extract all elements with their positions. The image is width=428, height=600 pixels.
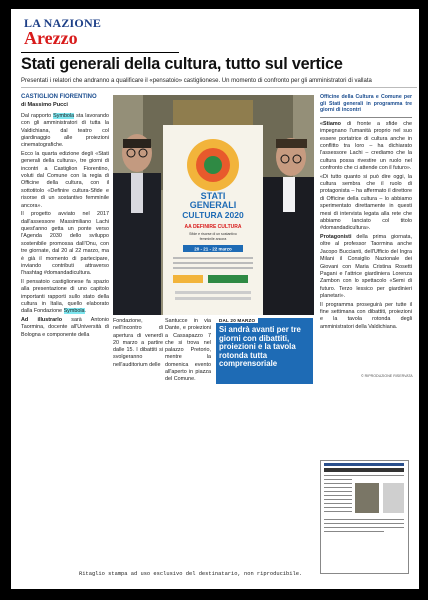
thumbnail-line bbox=[324, 531, 384, 532]
paragraph: Il progetto avviato nel 2017 dall'assessore Massimiliano Lachi quest'anno getta un ponte verso l'Agenda 2030 dello sviluppo sostenibile promossa dall'Onu, con tre giornate, dal 20 al 22 marzo, ma è già il momento di partecipare, inviando contributi attraverso l'hashtag #domandadicultura. bbox=[21, 211, 109, 277]
text: Il pensatoio castiglionese fa spazio alla presentazione di uno capitolo importanti rapporti sullo stato della cultura in Italia, quello elaborato dalla Fondazione bbox=[21, 278, 109, 315]
thumbnail-line bbox=[324, 507, 352, 508]
text: della prima giornata, oltre al professor Taormina anche Jacopo Buccianti, dell'Ufficio del Ingra Milani il Consiglio Nazionale dei Giovani con Maria Cristina Rosetti Pagani e l'attrice giardiniera Lorenza Zambon con lo spettacolo «Semi di futuro. Terzo lessico per giardinieri planetari». bbox=[320, 233, 412, 300]
section-kicker: CASTIGLION FIORENTINO bbox=[21, 94, 97, 100]
poster-tagline2: femminile ancora bbox=[199, 237, 227, 241]
left-column bbox=[21, 94, 109, 340]
thumbnail-line bbox=[324, 491, 352, 492]
promo-box bbox=[216, 318, 313, 384]
promo-text: Si andrà avanti per tre giorni con dibattiti, proiezioni e la tavola rotonda tutta comprensoriale bbox=[219, 325, 301, 369]
thumbnail-sidebar bbox=[383, 483, 404, 513]
lead-in: «Stiamo bbox=[320, 120, 341, 127]
masthead-paper: LA NAZIONE bbox=[24, 16, 102, 30]
thumbnail-line bbox=[324, 495, 352, 496]
poster-title-line2: GENERALI bbox=[189, 200, 237, 210]
right-column bbox=[320, 94, 412, 332]
paragraph: Ecco la quarta edizione degli «Stati generali della cultura», tre giorni di incontri a Castiglion Fiorentino, voluti dal Comune con la regia di Officine della cultura, con il sottotitolo «Definire cultura-Sfide e risorse di un sostantivo femminile ancora». bbox=[21, 150, 109, 209]
thumbnail-headline bbox=[324, 468, 404, 472]
poster-title-line1: STATI bbox=[200, 191, 226, 201]
thumbnail-line bbox=[324, 519, 404, 520]
text: . bbox=[84, 308, 87, 315]
poster-dates: 20 - 21 - 22 marzo bbox=[194, 246, 232, 252]
paragraph: Il programma proseguirà per tutte il fine settimana con dibattiti, proiezioni e la tavola rotonda degli amministratori della Valdichiana. bbox=[320, 301, 412, 330]
thumbnail-photo bbox=[355, 483, 379, 513]
sidebar-summary: Officine della Cultura e Comune per gli Stati generali in programma tre giorni di incontri bbox=[320, 94, 412, 118]
clipping-footer: Ritaglio stampa ad uso esclusivo del destinatario, non riproducibile. bbox=[79, 571, 303, 577]
thumbnail-line bbox=[324, 511, 352, 512]
continuation-text-1: Fondazione, nell'incontro di apertura di venerdì 20 marzo a partire dalle 15. I dibattiti si svolgeranno nell'auditorium delle bbox=[113, 318, 163, 368]
text: sta lavorando con gli amministratori di tutta la Valdichiana, dal teatro col giardinaggio alle proiezioni cinematografiche. bbox=[21, 112, 109, 149]
lead-in: Ad illustrarlo bbox=[21, 316, 63, 323]
paragraph bbox=[320, 121, 412, 173]
paragraph bbox=[21, 113, 109, 150]
article-headline: Stati generali della cultura, tutto sul vertice bbox=[21, 55, 343, 73]
thumbnail-line bbox=[324, 527, 404, 528]
poster-title-line3: CULTURA 2020 bbox=[182, 210, 244, 220]
text: Dal rapporto bbox=[21, 112, 54, 119]
byline: di Massimo Pucci bbox=[21, 102, 68, 109]
thumbnail-line bbox=[324, 475, 404, 476]
thumbnail-line bbox=[324, 479, 352, 480]
paragraph bbox=[320, 234, 412, 301]
masthead-city: Arezzo bbox=[24, 28, 78, 48]
text: di fronte a sfide che impegnano l'umanità proprio nel suo essere portatrice di cultura anche in conflitto tra loro – ha dichiarato l'assessore Lachi – crediamo che la cultura possa rivestire un ruolo nel confronto che ci attende con il futuro». bbox=[320, 120, 412, 172]
paragraph bbox=[21, 317, 109, 339]
thumbnail-line bbox=[324, 503, 352, 504]
continuation-text-2: Santucce in via Dante, e proiezioni a Cassapazzo 7 che si trova nel palazzo Pretorio, mentre la domenica evento all'aperto in piazza del Comune. bbox=[165, 318, 211, 383]
thumbnail-line bbox=[324, 499, 352, 500]
thumbnail-line bbox=[324, 483, 352, 484]
paragraph bbox=[21, 279, 109, 316]
page-thumbnail bbox=[320, 460, 409, 574]
promo-tag: DAL 20 MARZO bbox=[216, 318, 258, 323]
newspaper-page bbox=[11, 9, 419, 589]
article-standfirst: Presentati i relatori che andranno a qualificare il «pensatoio» castiglionese. Un momento di confronto per gli amministratori di vallata bbox=[21, 78, 417, 88]
photo-illustration bbox=[113, 95, 314, 315]
article-photo bbox=[113, 95, 314, 315]
thumbnail-masthead bbox=[324, 463, 404, 466]
copyright-credit: © RIPRODUZIONE RISERVATA bbox=[361, 374, 413, 378]
masthead bbox=[21, 14, 179, 53]
highlighted-text: Symbola bbox=[53, 112, 75, 119]
poster-subtitle: AA DEFINIRE CULTURA bbox=[184, 224, 242, 230]
thumbnail-line bbox=[324, 487, 352, 488]
paragraph: «Di tutto quanto si può dire oggi, la cultura sembra che il ruolo di protagonista – ha affermato il direttore di Officine della cultura – lo abbiamo sperimentato direttamente in questi mesi di intervista legata alla rete che abbiamo lanciato col titolo #domandadicultura». bbox=[320, 173, 412, 232]
text: sarà Antonio Taormina, docente all'Università di Bologna e componente della bbox=[21, 316, 110, 338]
highlighted-text: Symbola bbox=[63, 308, 85, 315]
thumbnail-line bbox=[324, 523, 404, 524]
poster-tagline: Sfide e risorse di un sostantivo bbox=[189, 232, 237, 236]
lead-in: Protagonisti bbox=[320, 233, 352, 240]
